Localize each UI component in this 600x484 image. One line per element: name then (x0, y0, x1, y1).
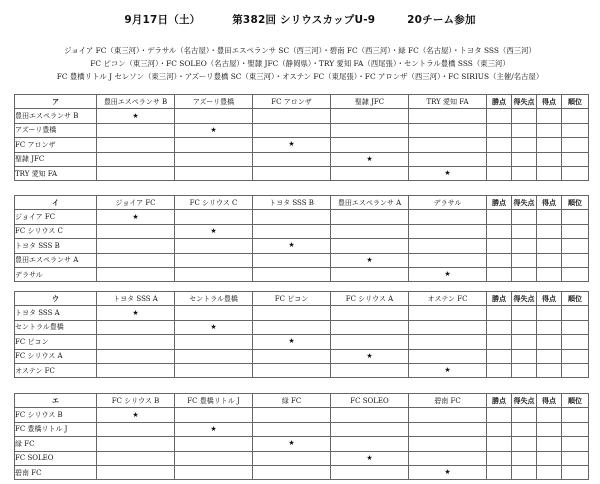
row-team-name: FC ピコン (15, 335, 97, 349)
row-team-name: デラサル (15, 267, 97, 281)
self-match-star-icon: ★ (331, 152, 409, 166)
match-result-cell (409, 210, 487, 224)
match-result-cell (409, 349, 487, 363)
row-team-name: 緑 FC (15, 437, 97, 451)
stat-cell (487, 306, 512, 320)
column-team-name: 緑 FC (253, 394, 331, 408)
column-team-name: FC シリウス B (97, 394, 175, 408)
row-team-name: FC アロンザ (15, 138, 97, 152)
stat-cell (512, 408, 537, 422)
row-team-name: FC 豊橋リトル J (15, 422, 97, 436)
row-team-name: 豊田エスペランサ B (15, 109, 97, 123)
column-team-name: TRY 愛知 FA (409, 95, 487, 109)
stat-cell (487, 363, 512, 377)
column-team-name: FC ピコン (253, 292, 331, 306)
stat-cell (562, 320, 589, 334)
column-team-name: オステン FC (409, 292, 487, 306)
match-result-cell (331, 335, 409, 349)
match-result-cell (253, 123, 331, 137)
stat-cell (487, 422, 512, 436)
row-team-name: 聖隷 JFC (15, 152, 97, 166)
stat-header: 得失点 (512, 292, 537, 306)
match-result-cell (409, 306, 487, 320)
match-result-cell (97, 465, 175, 479)
stat-header: 勝点 (487, 394, 512, 408)
match-result-cell (331, 138, 409, 152)
stat-cell (487, 109, 512, 123)
stat-cell (512, 224, 537, 238)
event-date: 9月17日（土） (124, 14, 201, 26)
match-result-cell (97, 253, 175, 267)
match-result-cell (175, 349, 253, 363)
match-result-cell (253, 451, 331, 465)
match-result-cell (175, 210, 253, 224)
column-team-name: デラサル (409, 196, 487, 210)
teams-count: 20チーム参加 (407, 14, 476, 26)
stat-cell (487, 224, 512, 238)
match-result-cell (409, 152, 487, 166)
team-list-line-3: FC 豊橋リトル J セレソン（東三河）・アズーリ豊橋 SC（東三河）・オステン FC（東尾張）・FC アロンザ（西三河）・FC SIRIUS（主催/名古屋） (56, 72, 544, 81)
table-row (15, 123, 589, 137)
row-team-name: ジョイア FC (15, 210, 97, 224)
row-team-name: FC シリウス A (15, 349, 97, 363)
self-match-star-icon: ★ (253, 335, 331, 349)
stat-cell (487, 253, 512, 267)
stat-cell (537, 451, 562, 465)
stat-header: 勝点 (487, 196, 512, 210)
self-match-star-icon: ★ (175, 224, 253, 238)
self-match-star-icon: ★ (409, 267, 487, 281)
stat-header: 得点 (537, 95, 562, 109)
stat-cell (537, 253, 562, 267)
stat-cell (487, 335, 512, 349)
group-header-row (15, 196, 589, 210)
match-result-cell (253, 267, 331, 281)
stat-cell (562, 239, 589, 253)
match-result-cell (331, 224, 409, 238)
stat-cell (537, 320, 562, 334)
match-result-cell (97, 437, 175, 451)
stat-header: 順位 (562, 394, 589, 408)
match-result-cell (331, 408, 409, 422)
stat-header: 勝点 (487, 95, 512, 109)
match-result-cell (175, 267, 253, 281)
match-result-cell (331, 320, 409, 334)
table-row (15, 349, 589, 363)
column-team-name: FC アロンザ (253, 95, 331, 109)
self-match-star-icon: ★ (409, 166, 487, 180)
table-row (15, 210, 589, 224)
stat-header: 得点 (537, 196, 562, 210)
table-row (15, 437, 589, 451)
stat-cell (562, 349, 589, 363)
stat-cell (562, 437, 589, 451)
group-table (14, 195, 589, 282)
stat-cell (512, 349, 537, 363)
column-team-name: FC SOLEO (331, 394, 409, 408)
stat-header: 得失点 (512, 196, 537, 210)
group-table (14, 94, 589, 181)
row-team-name: オステン FC (15, 363, 97, 377)
row-team-name: FC シリウス C (15, 224, 97, 238)
match-result-cell (253, 166, 331, 180)
match-result-cell (97, 335, 175, 349)
match-result-cell (175, 451, 253, 465)
stat-cell (487, 239, 512, 253)
stat-cell (537, 267, 562, 281)
row-team-name: 碧南 FC (15, 465, 97, 479)
match-result-cell (331, 465, 409, 479)
table-row (15, 320, 589, 334)
table-row (15, 408, 589, 422)
match-result-cell (175, 306, 253, 320)
stat-cell (562, 123, 589, 137)
stat-cell (537, 349, 562, 363)
self-match-star-icon: ★ (97, 408, 175, 422)
match-result-cell (253, 465, 331, 479)
match-result-cell (409, 138, 487, 152)
stat-cell (562, 138, 589, 152)
stat-cell (487, 152, 512, 166)
table-row (15, 152, 589, 166)
column-team-name: トヨタ SSS A (97, 292, 175, 306)
column-team-name: ジョイア FC (97, 196, 175, 210)
group-header-row (15, 292, 589, 306)
row-team-name: 豊田エスペランサ A (15, 253, 97, 267)
row-team-name: トヨタ SSS A (15, 306, 97, 320)
match-result-cell (331, 422, 409, 436)
match-result-cell (253, 320, 331, 334)
match-result-cell (97, 123, 175, 137)
team-list-line-1: ジョイア FC（東三河）・デラサル（名古屋）・豊田エスペランサ SC（西三河）・碧南 FC（西三河）・緑 FC（名古屋）・トヨタ SSS（西三河） (64, 46, 536, 55)
stat-header: 得失点 (512, 394, 537, 408)
match-result-cell (175, 253, 253, 267)
match-result-cell (175, 138, 253, 152)
match-result-cell (175, 437, 253, 451)
match-result-cell (253, 253, 331, 267)
match-result-cell (409, 224, 487, 238)
stat-cell (537, 306, 562, 320)
match-result-cell (175, 335, 253, 349)
stat-cell (487, 451, 512, 465)
stat-cell (537, 465, 562, 479)
self-match-star-icon: ★ (331, 349, 409, 363)
match-result-cell (175, 166, 253, 180)
stat-cell (487, 267, 512, 281)
event-name: 第382回 シリウスカップU-9 (232, 14, 376, 26)
match-result-cell (409, 253, 487, 267)
stat-cell (537, 408, 562, 422)
stat-cell (537, 437, 562, 451)
stat-cell (537, 123, 562, 137)
match-result-cell (331, 437, 409, 451)
stat-cell (487, 123, 512, 137)
self-match-star-icon: ★ (97, 109, 175, 123)
column-team-name: セントラル豊橋 (175, 292, 253, 306)
match-result-cell (175, 363, 253, 377)
self-match-star-icon: ★ (331, 253, 409, 267)
stat-cell (487, 138, 512, 152)
match-result-cell (175, 239, 253, 253)
stat-cell (512, 267, 537, 281)
group-name: エ (15, 394, 97, 408)
match-result-cell (97, 166, 175, 180)
match-result-cell (175, 109, 253, 123)
row-team-name: FC SOLEO (15, 451, 97, 465)
self-match-star-icon: ★ (175, 123, 253, 137)
stat-cell (562, 152, 589, 166)
table-row (15, 422, 589, 436)
stat-cell (512, 306, 537, 320)
stat-cell (512, 253, 537, 267)
group-name: ア (15, 95, 97, 109)
table-row (15, 306, 589, 320)
match-result-cell (331, 166, 409, 180)
table-row (15, 363, 589, 377)
stat-header: 得点 (537, 292, 562, 306)
table-row (15, 224, 589, 238)
self-match-star-icon: ★ (409, 465, 487, 479)
stat-header: 順位 (562, 292, 589, 306)
stat-cell (537, 109, 562, 123)
stat-cell (562, 210, 589, 224)
table-row (15, 109, 589, 123)
group-name: ウ (15, 292, 97, 306)
stat-cell (512, 166, 537, 180)
stat-cell (512, 123, 537, 137)
stat-cell (537, 224, 562, 238)
group-name: イ (15, 196, 97, 210)
stat-cell (562, 224, 589, 238)
stat-cell (562, 465, 589, 479)
self-match-star-icon: ★ (97, 210, 175, 224)
match-result-cell (331, 210, 409, 224)
match-result-cell (409, 422, 487, 436)
stat-cell (512, 422, 537, 436)
table-row (15, 465, 589, 479)
match-result-cell (409, 335, 487, 349)
column-team-name: FC シリウス C (175, 196, 253, 210)
stat-cell (562, 267, 589, 281)
match-result-cell (409, 239, 487, 253)
match-result-cell (331, 267, 409, 281)
match-result-cell (331, 123, 409, 137)
stat-cell (512, 437, 537, 451)
column-team-name: FC シリウス A (331, 292, 409, 306)
stat-cell (512, 210, 537, 224)
stat-cell (512, 152, 537, 166)
match-result-cell (97, 267, 175, 281)
match-result-cell (253, 408, 331, 422)
stat-cell (487, 210, 512, 224)
stat-header: 得失点 (512, 95, 537, 109)
column-team-name: FC 豊橋リトル J (175, 394, 253, 408)
row-team-name: アズーリ豊橋 (15, 123, 97, 137)
stat-cell (537, 210, 562, 224)
team-list-line-2: FC ピコン（東三河）・FC SOLEO（名古屋）・聖隷 JFC（静岡県）・TRY 愛知 FA（西尾張）・セントラル豊橋 SSS（東三河） (90, 59, 510, 68)
stat-cell (512, 109, 537, 123)
match-result-cell (331, 109, 409, 123)
match-result-cell (175, 465, 253, 479)
table-row (15, 451, 589, 465)
stat-header: 得点 (537, 394, 562, 408)
match-result-cell (253, 349, 331, 363)
stat-header: 勝点 (487, 292, 512, 306)
match-result-cell (331, 239, 409, 253)
stat-cell (562, 363, 589, 377)
page-title (0, 12, 600, 27)
match-result-cell (97, 224, 175, 238)
table-row (15, 138, 589, 152)
match-result-cell (253, 210, 331, 224)
match-result-cell (97, 152, 175, 166)
stat-cell (537, 166, 562, 180)
self-match-star-icon: ★ (97, 306, 175, 320)
column-team-name: アズーリ豊橋 (175, 95, 253, 109)
stat-cell (512, 451, 537, 465)
column-team-name: トヨタ SSS B (253, 196, 331, 210)
stat-cell (487, 166, 512, 180)
self-match-star-icon: ★ (409, 363, 487, 377)
stat-cell (512, 138, 537, 152)
stat-cell (562, 109, 589, 123)
stat-cell (512, 239, 537, 253)
column-team-name: 聖隷 JFC (331, 95, 409, 109)
match-result-cell (331, 306, 409, 320)
self-match-star-icon: ★ (253, 239, 331, 253)
table-row (15, 239, 589, 253)
table-row (15, 335, 589, 349)
stat-cell (562, 422, 589, 436)
match-result-cell (253, 363, 331, 377)
stat-cell (562, 253, 589, 267)
row-team-name: TRY 愛知 FA (15, 166, 97, 180)
stat-cell (562, 306, 589, 320)
table-row (15, 253, 589, 267)
match-result-cell (175, 408, 253, 422)
match-result-cell (97, 422, 175, 436)
match-result-cell (409, 451, 487, 465)
row-team-name: FC シリウス B (15, 408, 97, 422)
stat-cell (562, 408, 589, 422)
stat-cell (487, 408, 512, 422)
stat-cell (487, 349, 512, 363)
stat-cell (487, 465, 512, 479)
match-result-cell (97, 451, 175, 465)
match-result-cell (253, 109, 331, 123)
match-result-cell (409, 320, 487, 334)
stat-cell (512, 335, 537, 349)
match-result-cell (253, 306, 331, 320)
stat-cell (562, 451, 589, 465)
match-result-cell (409, 123, 487, 137)
match-result-cell (97, 320, 175, 334)
match-result-cell (253, 152, 331, 166)
match-result-cell (331, 363, 409, 377)
match-result-cell (409, 437, 487, 451)
match-result-cell (97, 363, 175, 377)
stat-cell (537, 422, 562, 436)
stat-header: 順位 (562, 95, 589, 109)
self-match-star-icon: ★ (253, 138, 331, 152)
stat-cell (562, 335, 589, 349)
stat-cell (512, 363, 537, 377)
stat-cell (537, 335, 562, 349)
stat-cell (487, 437, 512, 451)
stat-cell (512, 465, 537, 479)
stat-cell (537, 239, 562, 253)
table-row (15, 166, 589, 180)
stat-cell (537, 138, 562, 152)
self-match-star-icon: ★ (253, 437, 331, 451)
self-match-star-icon: ★ (331, 451, 409, 465)
match-result-cell (253, 224, 331, 238)
column-team-name: 豊田エスペランサ A (331, 196, 409, 210)
match-result-cell (253, 422, 331, 436)
stat-cell (487, 320, 512, 334)
stat-cell (562, 166, 589, 180)
column-team-name: 豊田エスペランサ B (97, 95, 175, 109)
self-match-star-icon: ★ (175, 422, 253, 436)
stat-cell (512, 320, 537, 334)
group-table (14, 291, 589, 378)
match-result-cell (97, 349, 175, 363)
group-table (14, 393, 589, 480)
table-row (15, 267, 589, 281)
stat-cell (537, 152, 562, 166)
self-match-star-icon: ★ (175, 320, 253, 334)
group-header-row (15, 394, 589, 408)
column-team-name: 碧南 FC (409, 394, 487, 408)
stat-header: 順位 (562, 196, 589, 210)
match-result-cell (97, 239, 175, 253)
match-result-cell (409, 408, 487, 422)
group-header-row (15, 95, 589, 109)
stat-cell (537, 363, 562, 377)
row-team-name: トヨタ SSS B (15, 239, 97, 253)
match-result-cell (97, 138, 175, 152)
row-team-name: セントラル豊橋 (15, 320, 97, 334)
match-result-cell (409, 109, 487, 123)
match-result-cell (175, 152, 253, 166)
